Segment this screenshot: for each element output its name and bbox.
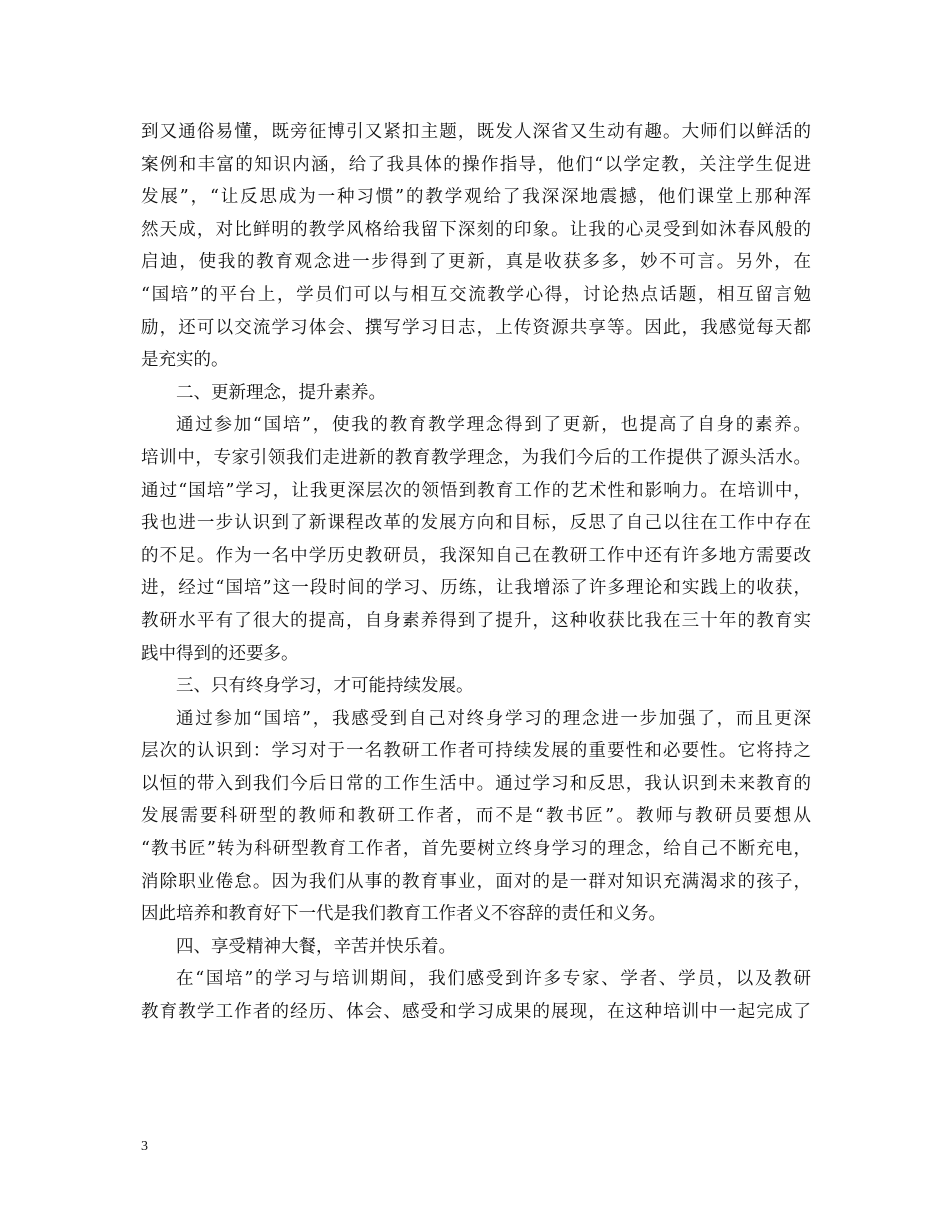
page-number: 3 xyxy=(141,1139,148,1154)
text-line: 因此培养和教育好下一代是我们教育工作者义不容辞的责任和义务。 xyxy=(141,904,666,925)
text-line: 发展”，“让反思成为一种习惯”的教学观给了我深深地震撼，他们课堂上那种浑 xyxy=(141,187,811,208)
text-line: “国培”的平台上，学员们可以与相互交流教学心得，讨论热点话题，相互留言勉 xyxy=(141,284,811,305)
text-line: 通过参加“国培”，使我的教育教学理念得到了更新，也提高了自身的素养。 xyxy=(176,415,811,436)
text-line: 践中得到的还要多。 xyxy=(141,643,299,664)
text-line: 教研水平有了很大的提高，自身素养得到了提升，这种收获比我在三十年的教育实 xyxy=(141,610,811,631)
text-line: 到又通俗易懂，既旁征博引又紧扣主题，既发人深省又生动有趣。大师们以鲜活的 xyxy=(141,122,811,142)
text-line: 的不足。作为一名中学历史教研员，我深知自己在教研工作中还有许多地方需要改 xyxy=(141,545,811,566)
text-line: 层次的认识到：学习对于一名教研工作者可持续发展的重要性和必要性。它将持之 xyxy=(141,741,811,762)
text-line: 二、更新理念，提升素养。 xyxy=(176,382,386,403)
text-line: “教书匠”转为科研型教育工作者，首先要树立终身学习的理念，给自己不断充电， xyxy=(141,839,811,860)
text-line: 是充实的。 xyxy=(141,350,229,371)
text-line: 案例和丰富的知识内涵，给了我具体的操作指导，他们“以学定教，关注学生促进 xyxy=(141,154,811,175)
text-line: 发展需要科研型的教师和教研工作者，而不是“教书匠”。教师与教研员要想从 xyxy=(141,806,811,827)
text-line: 教育教学工作者的经历、体会、感受和学习成果的展现，在这种培训中一起完成了 xyxy=(141,1002,811,1023)
text-line: 启迪，使我的教育观念进一步得到了更新，真是收获多多，妙不可言。另外，在 xyxy=(141,252,811,273)
body-text xyxy=(141,116,811,1029)
text-line: 通过参加“国培”，我感受到自己对终身学习的理念进一步加强了，而且更深 xyxy=(176,708,811,729)
text-line: 三、只有终身学习，才可能持续发展。 xyxy=(176,676,474,697)
text-line: 在“国培”的学习与培训期间，我们感受到许多专家、学者、学员，以及教研 xyxy=(176,969,811,990)
text-line: 消除职业倦怠。因为我们从事的教育事业，面对的是一群对知识充满渴求的孩子， xyxy=(141,871,811,892)
text-line: 进，经过“国培”这一段时间的学习、历练，让我增添了许多理论和实践上的收获， xyxy=(141,578,811,599)
text-line: 培训中，专家引领我们走进新的教育教学理念，为我们今后的工作提供了源头活水。 xyxy=(141,447,811,468)
text-line: 励，还可以交流学习体会、撰写学习日志，上传资源共享等。因此，我感觉每天都 xyxy=(141,317,811,338)
text-line: 然天成，对比鲜明的教学风格给我留下深刻的印象。让我的心灵受到如沐春风般的 xyxy=(141,219,811,240)
text-line: 四、享受精神大餐，辛苦并快乐着。 xyxy=(176,936,456,957)
text-line: 以恒的带入到我们今后日常的工作生活中。通过学习和反思，我认识到未来教育的 xyxy=(141,773,811,794)
text-line: 我也进一步认识到了新课程改革的发展方向和目标，反思了自己以往在工作中存在 xyxy=(141,513,811,534)
text-line: 通过“国培”学习，让我更深层次的领悟到教育工作的艺术性和影响力。在培训中， xyxy=(141,480,811,501)
